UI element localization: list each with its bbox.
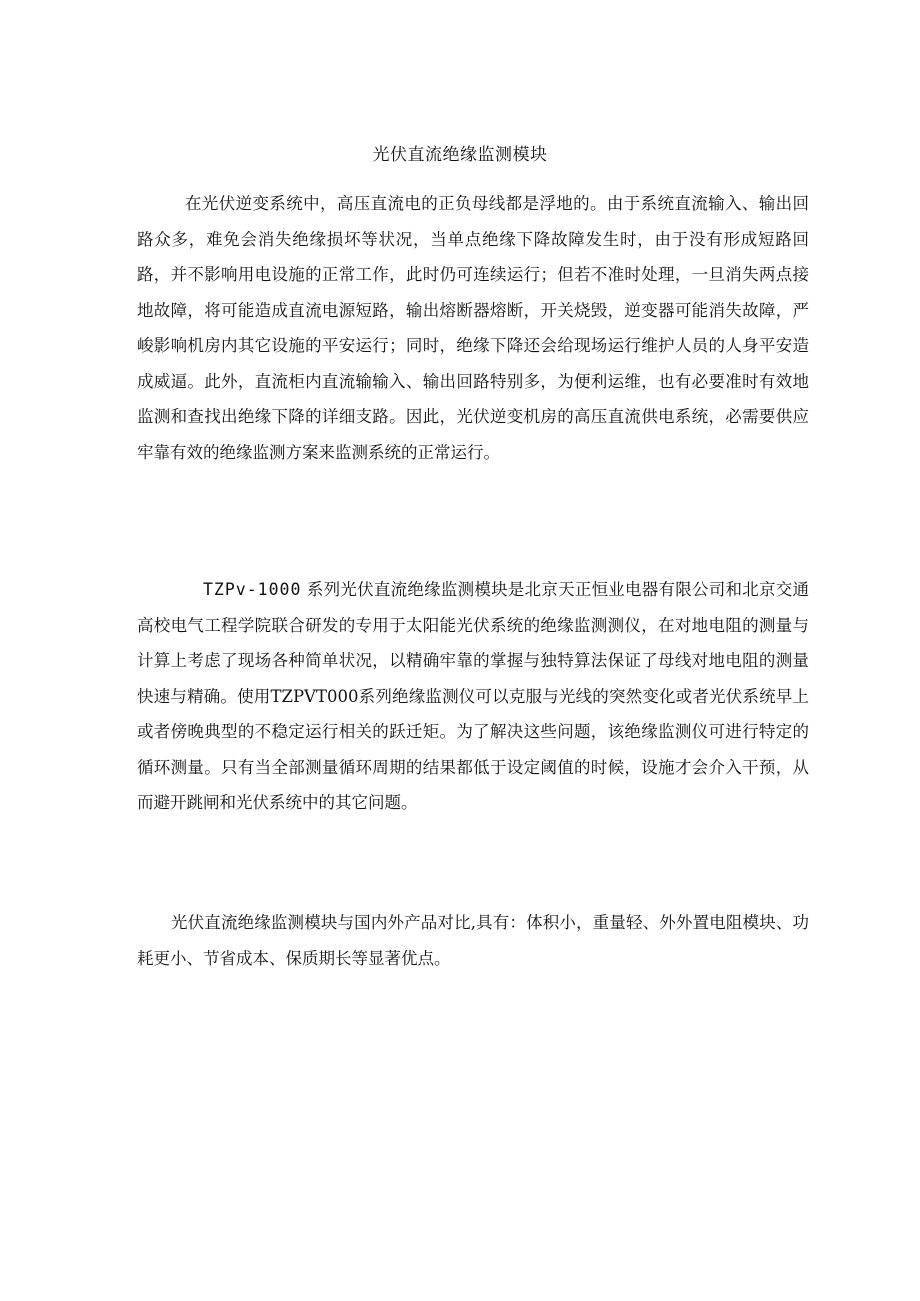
- paragraph-2: [137, 572, 809, 821]
- product-code: TZPv-1000: [203, 580, 302, 599]
- paragraph-2-text: 系列光伏直流绝缘监测模块是北京天正恒业电器有限公司和北京交通高校电气工程学院联合研发的专用于太阳能光伏系统的绝缘监测测仪，在对地电阻的测量与计算上考虑了现场各种简单状况，以精确牢靠的掌握与独特算法保证了母线对地电阻的测量快速与精确。使用TZPVT000系列绝缘监测仪可以克服与光线的突然变化或者光伏系统早上或者傍晚典型的不稳定运行相关的跃迁矩。为了解决这些问题，该绝缘监测仪可进行特定的循环测量。只有当全部测量循环周期的结果都低于设定阈值的时候，设施才会介入干预，从而避开跳闸和光伏系统中的其它问题。: [137, 580, 810, 812]
- paragraph-3: 光伏直流绝缘监测模块与国内外产品对比,具有：体积小，重量轻、外外置电阻模块、功耗更小、节省成本、保质期长等显著优点。: [137, 913, 809, 968]
- document-title: 光伏直流绝缘监测模块: [372, 145, 548, 165]
- paragraph-1: 在光伏逆变系统中，高压直流电的正负母线都是浮地的。由于系统直流输入、输出回路众多，难免会消失绝缘损坏等状况，当单点绝缘下降故障发生时，由于没有形成短路回路，并不影响用电设施的正常工作，此时仍可连续运行；但若不准时处理，一旦消失两点接地故障，将可能造成直流电源短路，输出熔断器熔断，开关烧毁，逆变器可能消失故障，严峻影响机房内其它设施的平安运行；同时，绝缘下降还会给现场运行维护人员的人身平安造成威逼。此外，直流柜内直流输输入、输出回路特别多，为便利运维，也有必要准时有效地监测和查找出绝缘下降的详细支路。因此，光伏逆变机房的高压直流供电系统，必需要供应牢靠有效的绝缘监测方案来监测系统的正常运行。: [137, 194, 809, 462]
